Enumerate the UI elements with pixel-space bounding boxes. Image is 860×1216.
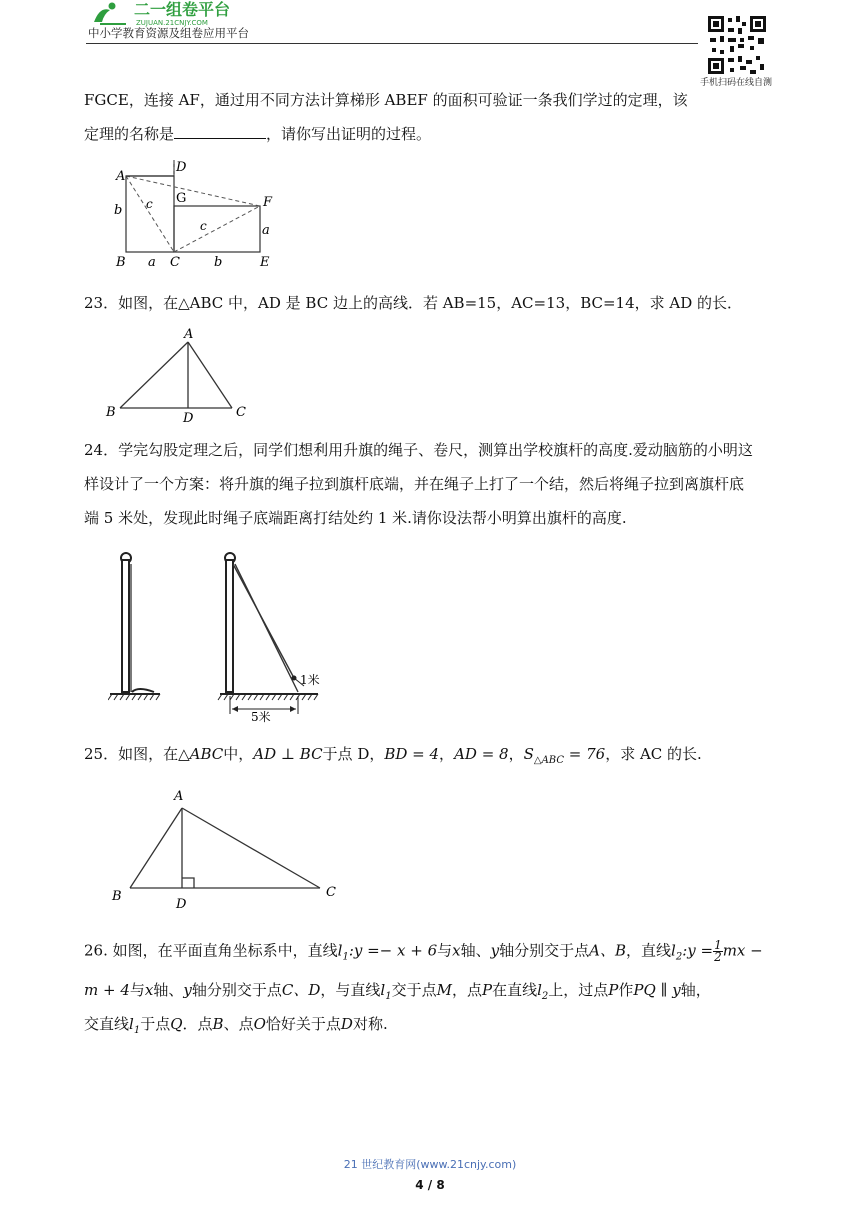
label-B: B xyxy=(106,405,116,420)
fraction-half: $\frac{1}{2}$ xyxy=(714,938,722,964)
platform-logo xyxy=(86,0,286,28)
label-D: D xyxy=(183,411,194,424)
footer-link[interactable]: 21 世纪教育网(www.21cnjy.com) xyxy=(343,1158,517,1171)
label-b-left: b xyxy=(114,203,123,218)
q22-line2 xyxy=(84,124,431,144)
page-number: 4 / 8 xyxy=(415,1178,445,1192)
q24-line1: 24．学完勾股定理之后，同学们想利用升旗的绳子、卷尺，测算出学校旗杆的高度.爱动脑筋的小明这 xyxy=(84,441,753,459)
label-B: B xyxy=(116,255,126,270)
label-E: E xyxy=(260,255,270,270)
q22-line2-before: 定理的名称是 xyxy=(84,125,175,143)
answer-blank[interactable] xyxy=(174,124,266,139)
q22-figure xyxy=(108,158,288,277)
q25-figure xyxy=(106,784,346,918)
label-5m: 5米 xyxy=(251,710,271,724)
q26-line1: 26. 如图，在平面直角坐标系中，直线$l_1:y =- x + 6$与x轴、y轴分别交于点A、B，直线$l_2:y$ = $\frac{1}{2}$ mx − xyxy=(84,938,763,964)
label-C: C xyxy=(236,405,246,420)
label-a-bottom: a xyxy=(148,255,156,270)
q26-line2: m + 4与x轴、y轴分别交于点C、D，与直线$l_1$交于点M，点P在直线$l_2$上，过点P作PQ ∥ y轴， xyxy=(84,981,711,1002)
logo-text: 二一组卷平台 xyxy=(134,0,231,19)
q23-text: 23．如图，在△ABC 中，AD 是 BC 边上的高线．若 AB=15，AC=13，BC=14，求 AD 的长． xyxy=(84,294,743,312)
q23-figure xyxy=(100,324,260,428)
label-c2: c xyxy=(200,219,207,233)
label-G: G xyxy=(176,191,187,206)
header-subtitle: 中小学教育资源及组卷应用平台 xyxy=(88,26,249,40)
label-A: A xyxy=(184,327,194,342)
q25-text: 25．如图，在△ABC中，AD ⊥ BC于点 D，BD = 4，AD = 8，$S_{\triangle ABC} = 76$，求 AC 的长. xyxy=(84,745,702,766)
label-B: B xyxy=(112,889,122,904)
q22-line1: FGCE，连接 AF，通过用不同方法计算梯形 ABEF 的面积可验证一条我们学过的定理，该 xyxy=(84,91,688,109)
q24-figure xyxy=(108,546,338,730)
label-C: C xyxy=(170,255,180,270)
label-C: C xyxy=(326,885,336,900)
logo-url: ZUJUAN.21CNJY.COM xyxy=(136,19,208,27)
q26-line3: 交直线$l_1$于点Q．点B、点O恰好关于点D对称. xyxy=(84,1015,388,1036)
label-F: F xyxy=(263,195,273,210)
qr-code-icon[interactable] xyxy=(706,14,768,76)
label-b-bottom: b xyxy=(214,255,223,270)
label-D: D xyxy=(176,897,187,912)
label-c1: c xyxy=(146,197,153,211)
q24-line3: 端 5 米处，发现此时绳子底端距离打结处约 1 米.请你设法帮小明算出旗杆的高度. xyxy=(84,509,627,527)
label-D: D xyxy=(176,160,187,175)
label-A: A xyxy=(174,789,184,804)
qr-caption: 手机扫码在线自测 xyxy=(700,78,773,88)
label-1m: 1米 xyxy=(300,673,320,687)
label-A: A xyxy=(116,169,126,184)
header-rule xyxy=(86,43,698,44)
label-a-right: a xyxy=(262,223,270,238)
q22-line2-after: ，请你写出证明的过程。 xyxy=(266,125,432,143)
q24-line2: 样设计了一个方案：将升旗的绳子拉到旗杆底端，并在绳子上打了一个结，然后将绳子拉到离旗杆底 xyxy=(84,475,745,493)
